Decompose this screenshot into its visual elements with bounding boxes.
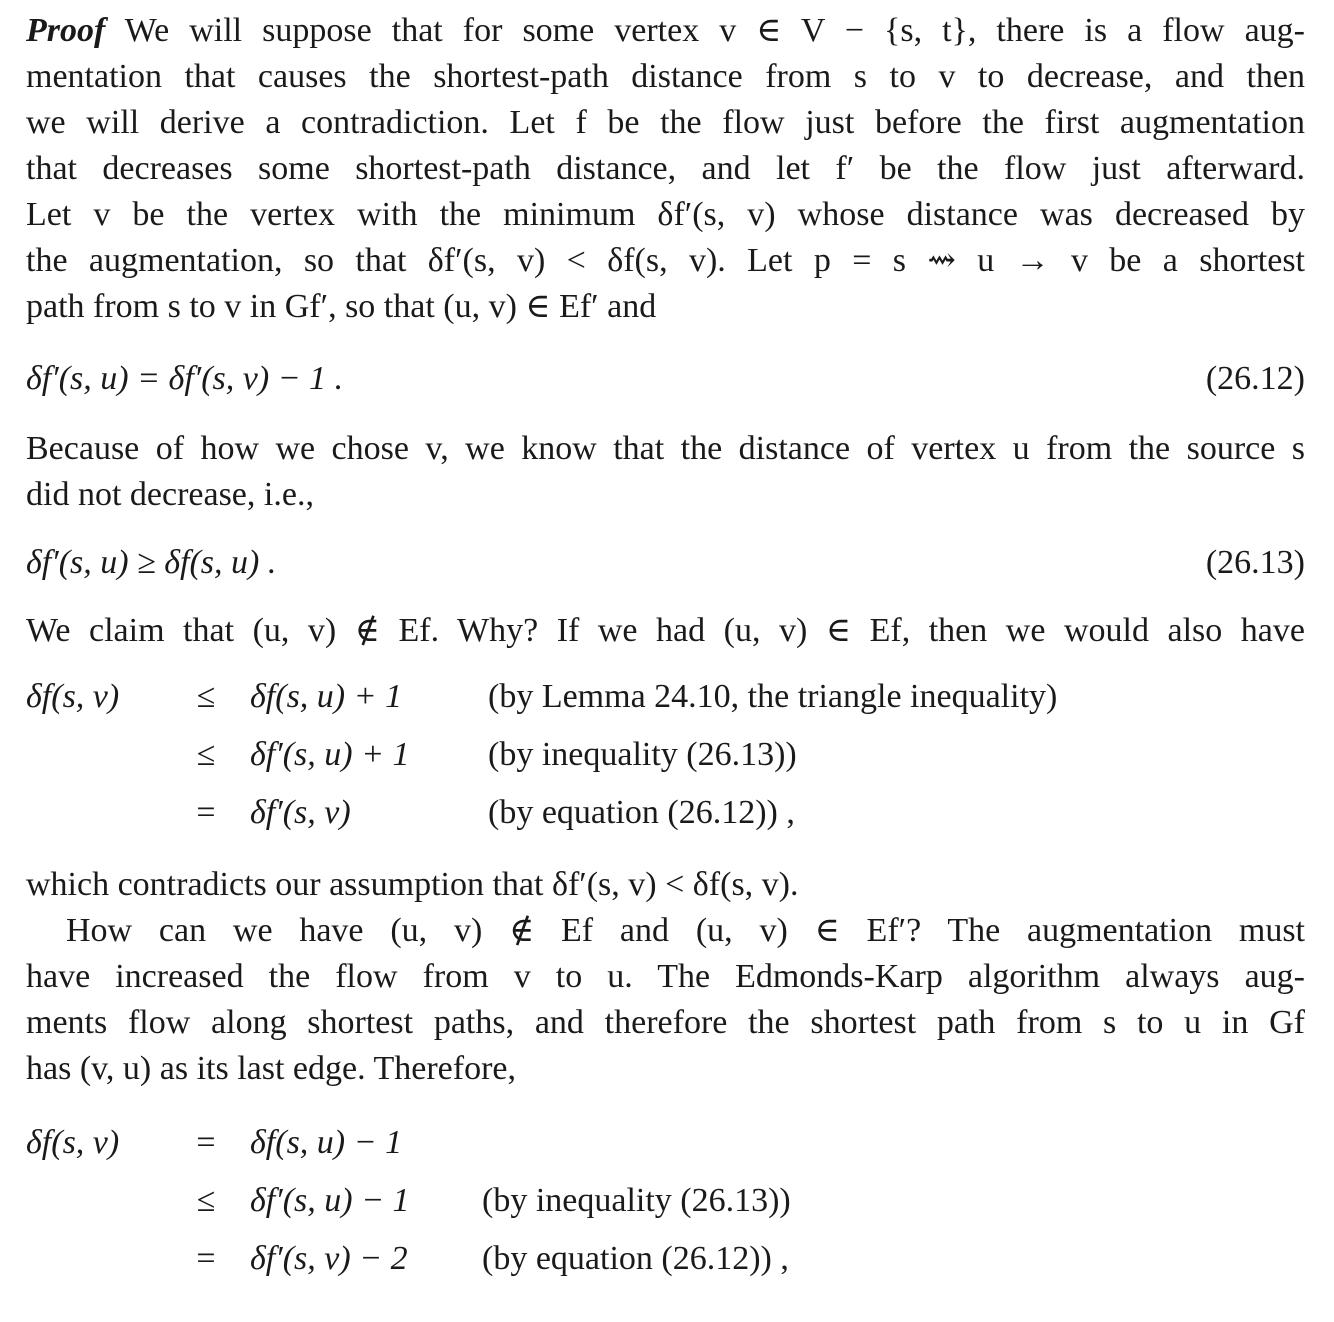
derivation-lhs: δf(s, v)	[26, 678, 120, 715]
derivation-relation: =	[196, 1240, 216, 1277]
text-line: Because of how we chose v, we know that the distance of vertex u from the source s	[26, 430, 1305, 467]
text-line: we will derive a contradiction. Let f be the flow just before the first augmentation	[26, 104, 1305, 141]
derivation-rhs: δf(s, u) + 1	[250, 678, 403, 715]
text-line: which contradicts our assumption that δf′(s, v) < δf(s, v).	[26, 866, 799, 903]
derivation-relation: =	[196, 794, 216, 831]
text-line: path from s to v in Gf′, so that (u, v) ∈ Ef′ and	[26, 288, 657, 325]
text-line: has (v, u) as its last edge. Therefore,	[26, 1050, 516, 1087]
equation-number: (26.13)	[1205, 544, 1305, 581]
aligned-derivation-1	[26, 668, 1305, 842]
text-line: We claim that (u, v) ∉ Ef. Why? If we had (u, v) ∈ Ef, then we would also have	[26, 612, 1305, 649]
derivation-rhs: δf(s, u) − 1	[250, 1124, 403, 1161]
derivation-row	[26, 784, 1305, 842]
derivation-justification: (by equation (26.12)) ,	[488, 794, 795, 831]
derivation-row	[26, 1230, 1305, 1288]
derivation-row	[26, 668, 1305, 726]
derivation-lhs: δf(s, v)	[26, 1124, 120, 1161]
text-line: have increased the flow from v to u. The Edmonds-Karp algorithm always aug-	[26, 958, 1305, 995]
derivation-rhs: δf′(s, v) − 2	[250, 1240, 408, 1277]
derivation-relation: =	[196, 1124, 216, 1161]
derivation-rhs: δf′(s, u) − 1	[250, 1182, 410, 1219]
derivation-relation: ≤	[196, 1182, 216, 1219]
text-span: We will suppose that for some vertex v ∈ V − {s, t}, there is a flow aug-	[105, 12, 1305, 49]
text-line: How can we have (u, v) ∉ Ef and (u, v) ∈ Ef′? The augmentation must	[66, 912, 1305, 949]
equation-number: (26.12)	[1205, 360, 1305, 397]
derivation-rhs: δf′(s, u) + 1	[250, 736, 410, 773]
text-line: that decreases some shortest-path distance, and let f′ be the flow just afterward.	[26, 150, 1305, 187]
proof-heading: Proof	[26, 12, 106, 49]
text-line: did not decrease, i.e.,	[26, 476, 314, 513]
derivation-row	[26, 1114, 1305, 1172]
text-line	[26, 8, 1305, 54]
derivation-row	[26, 1172, 1305, 1230]
text-line: mentation that causes the shortest-path distance from s to v to decrease, and then	[26, 58, 1305, 95]
equation-26-12	[26, 356, 1305, 402]
text-line: ments flow along shortest paths, and therefore the shortest path from s to u in Gf	[26, 1004, 1305, 1041]
derivation-justification: (by Lemma 24.10, the triangle inequality)	[488, 678, 1058, 715]
derivation-justification: (by equation (26.12)) ,	[482, 1240, 789, 1277]
derivation-justification: (by inequality (26.13))	[482, 1182, 791, 1219]
derivation-relation: ≤	[196, 736, 216, 773]
derivation-rhs: δf′(s, v)	[250, 794, 351, 831]
equation-expression: δf′(s, u) = δf′(s, v) − 1 .	[26, 360, 344, 397]
derivation-justification: (by inequality (26.13))	[488, 736, 797, 773]
text-line: the augmentation, so that δf′(s, v) < δf(s, v). Let p = s ⇝ u → v be a shortest	[26, 242, 1305, 279]
aligned-derivation-2	[26, 1114, 1305, 1288]
derivation-relation: ≤	[196, 678, 216, 715]
equation-expression: δf′(s, u) ≥ δf(s, u) .	[26, 544, 277, 581]
derivation-row	[26, 726, 1305, 784]
text-line: Let v be the vertex with the minimum δf′(s, v) whose distance was decreased by	[26, 196, 1305, 233]
proof-page	[26, 8, 1305, 1288]
equation-26-13	[26, 540, 1305, 586]
